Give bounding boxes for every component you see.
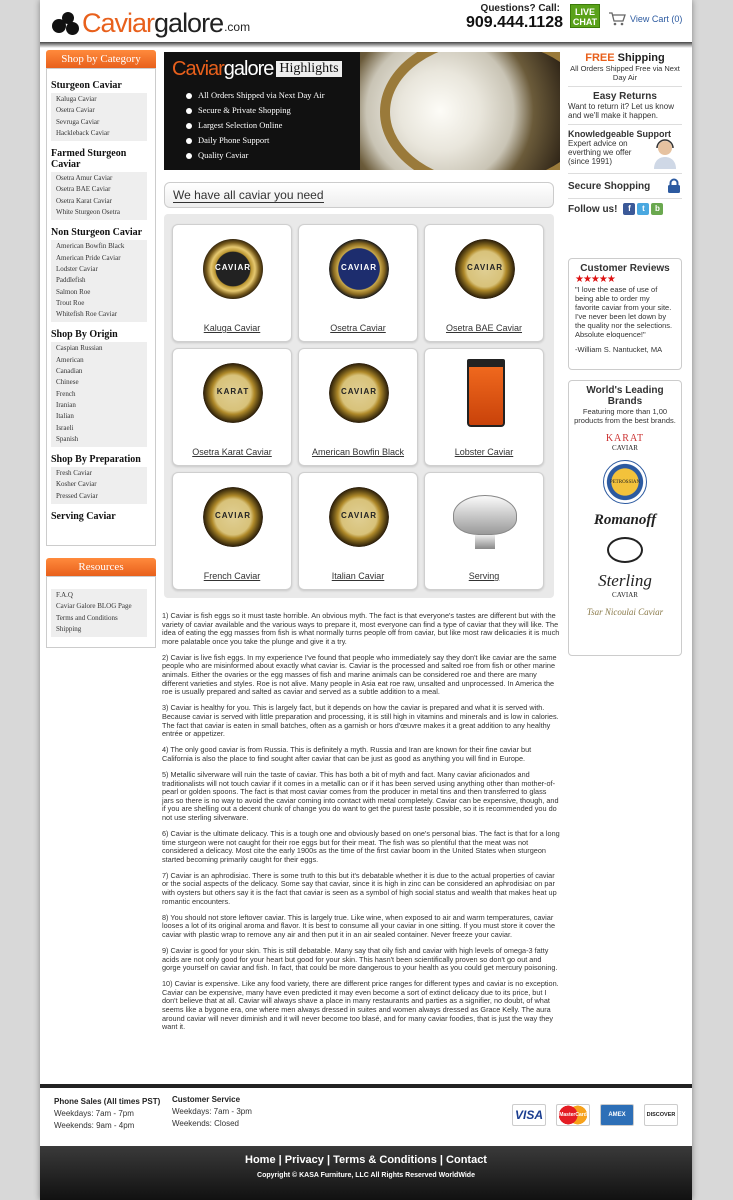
tin-label: CAVIAR	[466, 263, 504, 272]
brand-subname: CAVIAR	[612, 591, 638, 599]
footer-link-privacy[interactable]: Privacy	[284, 1154, 324, 1166]
sidebar-item[interactable]: Spanish	[56, 434, 79, 443]
link-separator: |	[323, 1154, 334, 1166]
resources-menu	[46, 576, 156, 648]
product-image	[321, 233, 397, 309]
bullet-icon	[186, 108, 192, 114]
banner-point	[186, 103, 325, 118]
category-group	[51, 148, 151, 220]
sidebar-item[interactable]: Salmon Roe	[56, 287, 91, 296]
category-group	[51, 329, 151, 447]
product-name[interactable]: Kaluga Caviar	[203, 323, 261, 333]
article-paragraph: 6) Caviar is the ultimate delicacy. This is a tough one and obviously based on one's personal bias. The fact is that for a long time sturgeon were not caught for their roe eggs but for their meat. The fish was so plentiful that the meat was not considered a delicacy. Most cite the early 1900s as the time of the first caviar boom in the United States when sturgeon started becoming primarily caught for their eggs.	[162, 828, 560, 864]
article-paragraph: 5) Metallic silverware will ruin the taste of caviar. This has both a bit of myth and fact. Many caviar aficionados and traditionalists will not touch caviar if it comes in a metallic can or if it has been served using anything other than mother-of-pearl or golden spoons. The fact is that most caviar comes from the producer in metal tins and then transferred to glass jars so there is no way to avoid the caviar coming into contact with metal completely. Caviar can be expensive, though, and if you are shelling out a decent chunk of change you do want to get the purest taste possible, so it is recommended you do not use sterling silverware.	[162, 769, 559, 822]
secure-shopping-label: Secure Shopping	[568, 180, 651, 192]
bullet-icon	[186, 138, 192, 144]
visa-icon: VISA	[512, 1104, 546, 1126]
tin-label: CAVIAR	[340, 263, 378, 272]
tin-label: CAVIAR	[214, 263, 252, 272]
discover-icon: DISCOVER	[644, 1104, 678, 1126]
banner-point	[186, 118, 325, 133]
footer-link-contact[interactable]: Contact	[446, 1154, 487, 1166]
header	[40, 0, 692, 46]
banner-point-text: Secure & Private Shopping	[198, 105, 291, 115]
banner-point-text: Largest Selection Online	[198, 120, 283, 130]
mastercard-icon: MasterCard	[556, 1104, 590, 1126]
product-image	[321, 481, 397, 557]
banner-point-text: Quality Caviar	[198, 150, 249, 160]
article-paragraph: 4) The only good caviar is from Russia. This is definitely a myth. Russia and Iran are known for their fine caviar but California is also the place to find sought after caviar that can be just as good as anything you will find in Europe.	[162, 745, 532, 763]
category-group-title[interactable]: Sturgeon Caviar	[51, 80, 122, 91]
brand-name: PETROSSIAN	[603, 460, 647, 504]
product-image	[195, 357, 271, 433]
sidebar-item[interactable]: Sevruga Caviar	[56, 117, 100, 126]
site-logo[interactable]	[52, 8, 250, 38]
sidebar-item[interactable]: Italian	[56, 412, 74, 421]
shop-by-category-heading: Shop by Category	[46, 50, 156, 68]
banner-title-caviar: Caviar	[172, 57, 224, 80]
bullet-icon	[186, 93, 192, 99]
page	[40, 0, 692, 1200]
sidebar-item[interactable]: Paddlefish	[56, 276, 86, 285]
category-group-title[interactable]: Shop By Origin	[51, 329, 118, 341]
review-author: -William S. Nantucket, MA	[575, 345, 663, 354]
category-menu	[46, 68, 156, 546]
brand-tsar-nicoulai[interactable]	[571, 607, 679, 617]
article-paragraph: 9) Caviar is good for your skin. This is still debatable. Many say that oily fish and caviar with high levels of omega-3 fatty acids are not only good for your heart but good for your skin. This hasn't been scientifically proven so don't go out and gorge yourself on caviar and fish. In fact, that could be more dangerous to your health as you could get mercury poisoning.	[162, 946, 558, 973]
footer-link-terms[interactable]: Terms & Conditions	[333, 1154, 437, 1166]
sidebar-item[interactable]: American Bowfin Black	[56, 242, 125, 251]
view-cart-label: View Cart (0)	[630, 14, 683, 24]
free-shipping-title	[568, 52, 682, 64]
resource-link[interactable]: Shipping	[56, 624, 82, 633]
footer-info	[40, 1090, 692, 1140]
sidebar-item[interactable]: Whitefish Roe Caviar	[56, 310, 118, 319]
article-paragraph: 1) Caviar is fish eggs so it must taste horrible. An obvious myth. The fact is that everyone's tastes are different but with the variety of caviar available and the various ways to prepare it, most everyone can find a type of caviar that they will like. The idea of eating the egg masses from fish is what normally turns people off from caviar, but like most raw delicacies it is much more palatable once you take the plunge and give it a try.	[162, 611, 560, 646]
resources-list	[51, 589, 147, 637]
amex-icon: AMEX	[600, 1104, 634, 1126]
banner-point-text: Daily Phone Support	[198, 135, 270, 145]
sidebar-item[interactable]: Osetra Karat Caviar	[56, 196, 112, 205]
brand-subname: CAVIAR	[612, 444, 638, 452]
sidebar-item[interactable]: Chinese	[56, 378, 79, 387]
brands-subtitle: Featuring more than 1,00 products from the best brands.	[574, 407, 676, 425]
banner-point	[186, 148, 325, 163]
service-title: Customer Service	[172, 1095, 241, 1104]
tin-label: CAVIAR	[214, 511, 252, 520]
category-list	[51, 93, 147, 141]
product-card-serving[interactable]	[424, 472, 544, 590]
live-chat-label-2: CHAT	[572, 17, 598, 27]
tagline-box	[164, 182, 554, 208]
brands-box	[568, 380, 682, 656]
product-image	[195, 481, 271, 557]
sidebar-item[interactable]: American	[56, 355, 84, 364]
resource-link[interactable]: Caviar Galore BLOG Page	[56, 602, 132, 611]
banner-points	[186, 88, 325, 163]
product-name[interactable]: American Bowfin Black	[311, 447, 405, 457]
customer-reviews-box	[568, 258, 682, 370]
sidebar-item[interactable]: White Sturgeon Osetra	[56, 208, 121, 217]
article-paragraph: 3) Caviar is healthy for you. This is largely fact, but it depends on how the caviar is prepared and what it is served with. Because caviar is served with little preparation and processing, it is still high in vitamins and minerals and is low in calories. The fact that caviar is eaten in small batches, often as a garnish or hors d'œuvre makes it a great addition to any healthy entrée or appetizer.	[162, 703, 559, 739]
caviar-eggs-icon	[52, 10, 82, 36]
brand-name: Sterling	[598, 571, 652, 590]
product-card-osetra[interactable]	[298, 224, 418, 342]
lock-icon	[666, 178, 682, 194]
product-name[interactable]: Osetra BAE Caviar	[445, 323, 523, 333]
article-body	[162, 612, 560, 1039]
category-list	[51, 172, 147, 220]
sidebar-item[interactable]: Trout Roe	[56, 298, 85, 307]
brands-title: World's Leading Brands	[586, 385, 664, 407]
service-weekdays: Weekdays: 7am - 3pm	[172, 1107, 252, 1116]
sidebar-item[interactable]: American Pride Caviar	[56, 253, 121, 262]
shipping-label: Shipping	[617, 52, 665, 64]
brand-name: KARAT	[605, 433, 645, 444]
follow-row	[568, 203, 682, 215]
sidebar-item[interactable]: Fresh Caviar	[56, 469, 92, 478]
sidebar-item[interactable]: Iranian	[56, 400, 76, 409]
live-chat-button[interactable]	[570, 4, 600, 28]
live-chat-label-1: LIVE	[574, 7, 595, 17]
category-group-title[interactable]: Shop By Preparation	[51, 454, 141, 466]
sidebar-item[interactable]: Osetra Caviar	[56, 106, 95, 115]
sidebar-item[interactable]: French	[56, 389, 76, 398]
resource-link[interactable]: F.A.Q	[56, 591, 73, 599]
sidebar-item[interactable]: Israeli	[56, 423, 74, 432]
facebook-icon[interactable]: f	[623, 203, 635, 215]
brand-karat[interactable]	[571, 433, 679, 452]
category-group-title[interactable]: Non Sturgeon Caviar	[51, 227, 143, 239]
banner-title-highlights: Highlights	[276, 61, 341, 77]
product-card-lobster[interactable]	[424, 348, 544, 466]
sidebar-item[interactable]: Kaluga Caviar	[56, 95, 97, 103]
brand-name: Romanoff	[593, 512, 657, 528]
product-image	[447, 233, 523, 309]
product-card-osetra-karat[interactable]	[172, 348, 292, 466]
sidebar-item[interactable]: Hackleback Caviar	[56, 128, 110, 137]
category-list	[51, 342, 147, 447]
customer-service-hours	[172, 1094, 252, 1130]
bullet-icon	[186, 153, 192, 159]
product-name[interactable]: Serving	[468, 571, 500, 581]
sidebar-item[interactable]: Osetra Amur Caviar	[56, 174, 113, 183]
brand-sterling[interactable]	[571, 571, 679, 599]
banner-point	[186, 133, 325, 148]
header-divider	[40, 42, 692, 48]
brand-romanoff[interactable]	[571, 512, 679, 529]
product-image	[447, 357, 523, 433]
logo-com: .com	[224, 20, 251, 34]
product-card-kaluga[interactable]	[172, 224, 292, 342]
sidebar-item[interactable]: Osetra BAE Caviar	[56, 185, 111, 194]
category-list	[51, 467, 147, 504]
highlights-banner	[164, 52, 560, 170]
bullet-icon	[186, 123, 192, 129]
phone-weekends: Weekends: 9am - 4pm	[54, 1121, 135, 1130]
banner-point-text: All Orders Shipped via Next Day Air	[198, 90, 325, 100]
product-card-bowfin[interactable]	[298, 348, 418, 466]
phone-number[interactable]: 909.444.1128	[466, 14, 563, 31]
rating-stars-icon: ★★★★★	[575, 274, 615, 285]
product-card-french[interactable]	[172, 472, 292, 590]
category-list	[51, 240, 147, 322]
sidebar-item[interactable]: Caspian Russian	[56, 344, 103, 353]
category-group-title[interactable]: Farmed Sturgeon Caviar	[51, 148, 127, 171]
category-group	[51, 511, 151, 522]
free-shipping-box	[568, 52, 682, 82]
tin-label: CAVIAR	[340, 511, 378, 520]
twitter-icon[interactable]: t	[637, 203, 649, 215]
view-cart-link[interactable]	[608, 12, 682, 26]
blog-icon[interactable]: b	[651, 203, 663, 215]
secure-shopping-row	[568, 178, 682, 194]
review-quote: "I love the ease of use of being able to order my favorite caviar from your site. I've never been let down by the quality nor the selections. Absolute eloquence!"	[575, 285, 673, 339]
product-card-osetra-bae[interactable]	[424, 224, 544, 342]
tagline-text: We have all caviar you need	[173, 188, 324, 202]
banner-point	[186, 88, 325, 103]
article-paragraph: 7) Caviar is an aphrodisiac. There is some truth to this but it's debatable whether it is due to the actual properties of caviar or the social aspects of the delicacy. Some say that caviar, since it is high in zinc can be considered an aphrodisiac on par with oysters but others say it is the fact that caviar is seen as a symbol of high social status and wealth that makes heat up romantic encounters.	[162, 870, 557, 906]
reviews-title: Customer Reviews	[580, 263, 670, 274]
copyright: Copyright © KASA Furniture, LLC All Rights Reserved WorldWide	[257, 1172, 475, 1179]
category-group-title[interactable]: Serving Caviar	[51, 511, 116, 523]
right-sidebar	[568, 52, 682, 617]
link-separator: |	[436, 1154, 447, 1166]
product-image	[447, 481, 523, 557]
easy-returns-title: Easy Returns	[593, 91, 657, 102]
product-image	[195, 233, 271, 309]
product-card-italian[interactable]	[298, 472, 418, 590]
logo-galore: galore	[154, 8, 224, 38]
tin-label: KARAT	[216, 387, 250, 396]
support-title: Knowledgeable Support	[568, 129, 672, 139]
brand-cc-logo-icon[interactable]	[571, 537, 679, 563]
shopping-cart-icon	[608, 12, 626, 26]
resource-link[interactable]: Terms and Conditions	[56, 613, 118, 622]
banner-title	[172, 58, 342, 80]
support-text: Expert advice on everthing we offer (since 1991)	[568, 139, 632, 166]
category-group	[51, 227, 151, 322]
questions-label: Questions? Call:	[480, 3, 560, 14]
link-separator: |	[275, 1154, 285, 1166]
brand-petrossian[interactable]	[571, 460, 679, 504]
article-paragraph: 10) Caviar is expensive. Like any food variety, there are different price ranges for different types and caviar is no exception. Caviar can be expensive, many have even predicted it may even become a sort of extinct delicacy due to its price, but I don't believe that at all. Caviar will always shave a place in many restaurants and parties as a signifier, no doubt, of what seems like a bygone era, one where men always dressed in suites and women always dressed as Grace Kelly. The aura around caviar will never diminish and it will never become too blasé, and for many caviar foodies, that is just the way they want it.	[162, 979, 559, 1032]
sidebar-item[interactable]: Canadian	[56, 367, 83, 376]
footer-link-home[interactable]: Home	[245, 1154, 276, 1166]
product-name[interactable]: Osetra Karat Caviar	[192, 447, 272, 457]
sidebar-item[interactable]: Kosher Caviar	[56, 480, 97, 489]
free-label: FREE	[585, 52, 615, 64]
phone-sales-title: Phone Sales (All times PST)	[54, 1097, 161, 1106]
jar-image	[467, 361, 505, 427]
article-paragraph: 8) You should not store leftover caviar. This is largely true. Like wine, when exposed to air and warm temperatures, caviar looses a lot of its original aroma and flavor. It is best to consume all your caviar in one sitting. If you must store it cover the caviar with plastic wrap to remove any air and then put it in an air sealed container. Never freeze your caviar.	[162, 912, 556, 939]
sidebar-item[interactable]: Pressed Caviar	[56, 491, 98, 500]
footer-divider	[40, 1084, 692, 1088]
easy-returns-text: Want to return it? Let us know and we'll make it happen.	[568, 102, 674, 120]
footer-links	[40, 1154, 692, 1166]
resources-heading: Resources	[46, 558, 156, 576]
category-group	[51, 454, 151, 504]
product-name[interactable]: Osetra Caviar	[330, 323, 386, 333]
phone-contact	[466, 3, 563, 32]
follow-us-label: Follow us!	[568, 203, 618, 215]
left-sidebar	[46, 50, 156, 648]
product-grid	[164, 214, 554, 598]
banner-title-galore: galore	[223, 57, 274, 80]
phone-sales-hours	[54, 1096, 160, 1132]
brand-name: Tsar Nicoulai Caviar	[586, 607, 664, 617]
tin-label: CAVIAR	[340, 387, 378, 396]
article-paragraph: 2) Caviar is live fish eggs. In my experience I've found that people who immediately say they don't like caviar are the same people who are misinformed about exactly what caviar is. Caviar is the processed and salted roe from fish or other marine animals. Either the ovaries or the egg masses of fish and marine animals can be considered roe and there are many different varieties and styles. Roe is not alive. Many people in Asia eat roe raw, unsalted and unprocessed. In America the roe is usually prepared and salted as caviar and served as a subtle addition to a meal.	[162, 652, 557, 697]
sidebar-item[interactable]: Lodster Caviar	[56, 264, 98, 273]
product-image	[321, 357, 397, 433]
product-name[interactable]: French Caviar	[203, 571, 261, 581]
service-weekends: Weekends: Closed	[172, 1119, 239, 1128]
category-group	[51, 80, 151, 141]
support-row	[568, 139, 682, 169]
phone-weekdays: Weekdays: 7am - 7pm	[54, 1109, 134, 1118]
support-agent-icon	[652, 139, 678, 169]
tin-rim	[380, 52, 560, 170]
serving-bowl-image	[453, 495, 517, 535]
product-name[interactable]: Italian Caviar	[331, 571, 385, 581]
product-name[interactable]: Lobster Caviar	[454, 447, 514, 457]
logo-caviar: Caviar	[82, 8, 155, 38]
free-shipping-text: All Orders Shipped Free via Next Day Air	[570, 64, 680, 82]
